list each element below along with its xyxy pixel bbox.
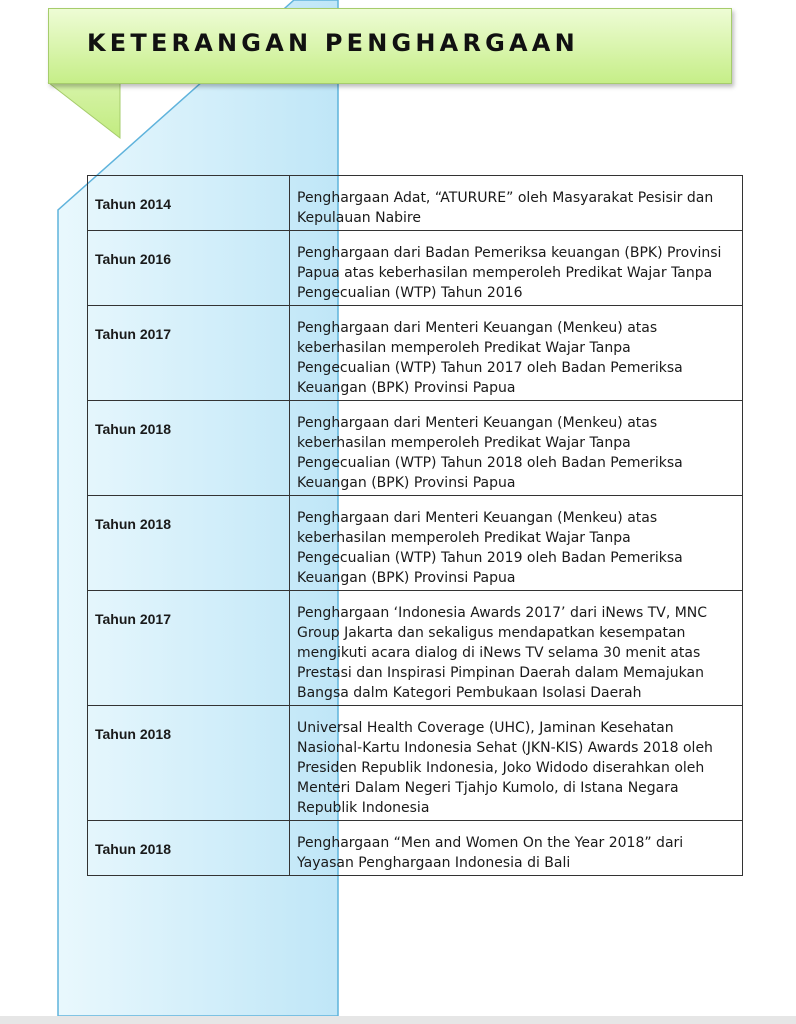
award-description: Penghargaan Adat, “ATURURE” oleh Masyarakat Pesisir dan Kepulauan Nabire <box>290 176 743 231</box>
page-title: KETERANGAN PENGHARGAAN <box>87 29 579 57</box>
table-row <box>88 706 743 821</box>
award-description: Penghargaan dari Menteri Keuangan (Menkeu) atas keberhasilan memperoleh Predikat Wajar Tanpa Pengecualian (WTP) Tahun 2017 oleh Badan Pemeriksa Keuangan (BPK) Provinsi Papua <box>290 306 743 401</box>
award-description: Penghargaan dari Menteri Keuangan (Menkeu) atas keberhasilan memperoleh Predikat Wajar Tanpa Pengecualian (WTP) Tahun 2018 oleh Badan Pemeriksa Keuangan (BPK) Provinsi Papua <box>290 401 743 496</box>
award-description: Penghargaan “Men and Women On the Year 2018” dari Yayasan Penghargaan Indonesia di Bali <box>290 821 743 876</box>
award-description: Penghargaan ‘Indonesia Awards 2017’ dari iNews TV, MNC Group Jakarta dan sekaligus mendapatkan kesempatan mengikuti acara dialog di iNews TV selama 30 menit atas Prestasi dan Inspirasi Pimpinan Daerah dalam Memajukan Bangsa dalm Kategori Pembukaan Isolasi Daerah <box>290 591 743 706</box>
table-row <box>88 176 743 231</box>
award-year: Tahun 2018 <box>88 821 290 876</box>
award-description: Penghargaan dari Menteri Keuangan (Menkeu) atas keberhasilan memperoleh Predikat Wajar Tanpa Pengecualian (WTP) Tahun 2019 oleh Badan Pemeriksa Keuangan (BPK) Provinsi Papua <box>290 496 743 591</box>
award-year: Tahun 2017 <box>88 306 290 401</box>
table-row <box>88 231 743 306</box>
award-description: Universal Health Coverage (UHC), Jaminan Kesehatan Nasional-Kartu Indonesia Sehat (JKN-KIS) Awards 2018 oleh Presiden Republik Indonesia, Joko Widodo diserahkan oleh Menteri Dalam Negeri Tjahjo Kumolo, di Istana Negara Republik Indonesia <box>290 706 743 821</box>
award-year: Tahun 2018 <box>88 401 290 496</box>
award-year: Tahun 2016 <box>88 231 290 306</box>
awards-table <box>87 175 743 876</box>
banner-tail <box>49 83 120 138</box>
award-year: Tahun 2014 <box>88 176 290 231</box>
award-year: Tahun 2018 <box>88 706 290 821</box>
table-row <box>88 306 743 401</box>
table-row <box>88 591 743 706</box>
title-banner <box>48 8 732 84</box>
table-row <box>88 401 743 496</box>
bottom-edge-bar <box>0 1016 796 1024</box>
award-year: Tahun 2017 <box>88 591 290 706</box>
award-description: Penghargaan dari Badan Pemeriksa keuangan (BPK) Provinsi Papua atas keberhasilan memperoleh Predikat Wajar Tanpa Pengecualian (WTP) Tahun 2016 <box>290 231 743 306</box>
table-row <box>88 821 743 876</box>
table-row <box>88 496 743 591</box>
award-year: Tahun 2018 <box>88 496 290 591</box>
